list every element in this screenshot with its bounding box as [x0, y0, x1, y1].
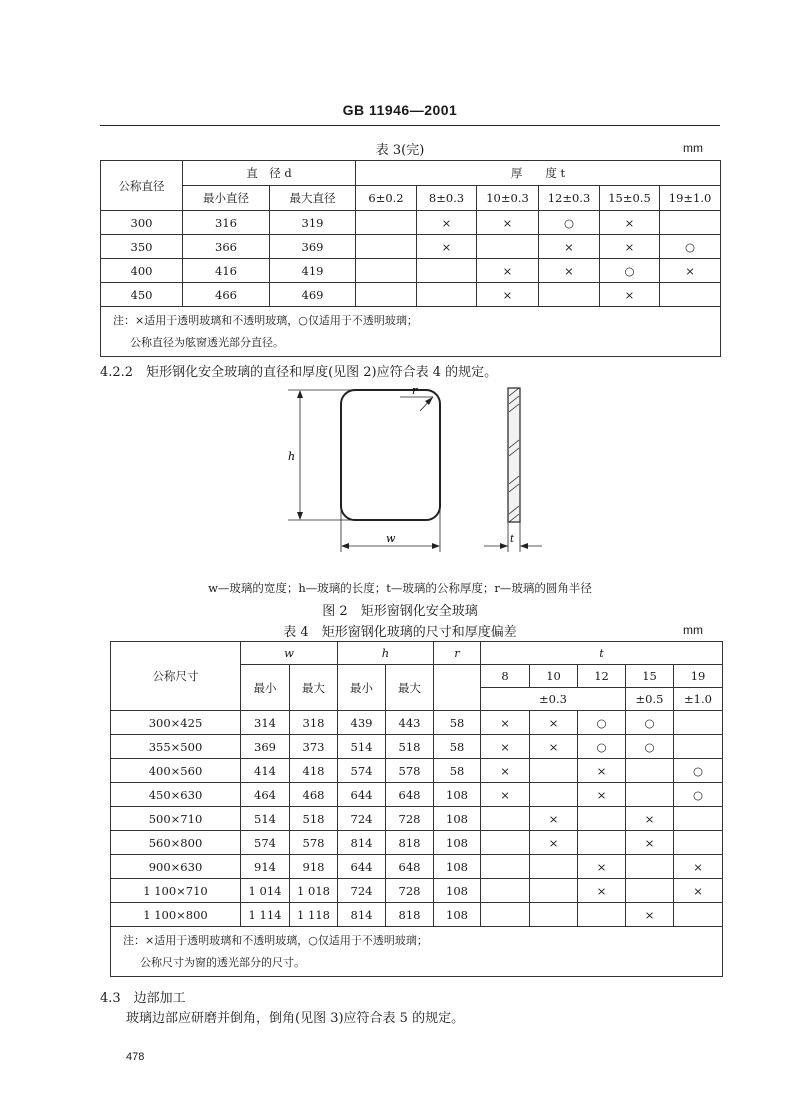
table-cell — [626, 759, 674, 783]
table-cell: 728 — [386, 879, 434, 903]
table-cell: 560×800 — [111, 831, 241, 855]
t4-head-tol-c: ±1.0 — [674, 688, 723, 711]
table-cell: × — [578, 759, 626, 783]
figure2-caption: 图 2 矩形窗钢化安全玻璃 — [322, 604, 478, 619]
table-cell: × — [481, 759, 530, 783]
table-cell: 578 — [290, 831, 338, 855]
table-cell: 316 — [183, 211, 270, 235]
table-cell: × — [578, 783, 626, 807]
table4-unit: mm — [683, 623, 703, 637]
table-row — [101, 283, 721, 307]
t4-head-nominal: 公称尺寸 — [111, 642, 241, 711]
section-4-3-body: 玻璃边部应研磨并倒角，倒角(见图 3)应符合表 5 的规定。 — [126, 1011, 465, 1026]
table-row — [101, 211, 721, 235]
t3-head-nominal: 公称直径 — [101, 161, 183, 211]
table-cell — [481, 879, 530, 903]
t3-head-min: 最小直径 — [183, 186, 270, 211]
table-cell: × — [477, 283, 539, 307]
table-cell — [477, 235, 539, 259]
table-cell — [530, 903, 578, 927]
table-cell: 443 — [386, 711, 434, 735]
table-cell: × — [626, 903, 674, 927]
table-cell: ○ — [578, 735, 626, 759]
table-cell: 724 — [338, 807, 386, 831]
table-cell: × — [539, 259, 600, 283]
table-cell — [356, 283, 417, 307]
table-cell — [674, 807, 723, 831]
table-cell: × — [674, 879, 723, 903]
table-cell — [539, 283, 600, 307]
table-row — [111, 903, 723, 927]
table-cell — [626, 855, 674, 879]
table-cell — [578, 831, 626, 855]
table3-note-line1: 注：×适用于透明玻璃和不透明玻璃，○仅适用于不透明玻璃； — [113, 313, 418, 327]
table-row — [101, 259, 721, 283]
table-cell: × — [481, 735, 530, 759]
table-cell: × — [600, 235, 660, 259]
h-arrow-top — [297, 390, 303, 398]
table-cell: 574 — [241, 831, 290, 855]
table-cell — [481, 807, 530, 831]
table4-note-line1: 注：×适用于透明玻璃和不透明玻璃，○仅适用于不透明玻璃； — [123, 933, 428, 947]
table-cell: 108 — [434, 879, 481, 903]
table-cell — [481, 903, 530, 927]
h-arrow-bottom — [297, 512, 303, 520]
table-cell: 1 014 — [241, 879, 290, 903]
table-cell: ○ — [626, 735, 674, 759]
table-cell: 1 114 — [241, 903, 290, 927]
table-cell — [674, 735, 723, 759]
table-row — [111, 807, 723, 831]
table-cell: 300×425 — [111, 711, 241, 735]
table-cell: 578 — [386, 759, 434, 783]
table-cell: 366 — [183, 235, 270, 259]
table-cell: 574 — [338, 759, 386, 783]
table-cell — [356, 235, 417, 259]
table-cell: ○ — [660, 235, 721, 259]
table3-caption: 表 3(完) — [375, 143, 425, 158]
table-cell — [530, 783, 578, 807]
table-cell: ○ — [578, 711, 626, 735]
t4-head-r: r — [434, 642, 481, 665]
t4-head-h: h — [338, 642, 434, 665]
table-cell: 514 — [338, 735, 386, 759]
header-rule — [100, 125, 720, 126]
table-cell: 418 — [290, 759, 338, 783]
table-cell: 514 — [241, 807, 290, 831]
table-row — [111, 735, 723, 759]
section-4-2-2: 4.2.2 矩形钢化安全玻璃的直径和厚度(见图 2)应符合表 4 的规定。 — [100, 365, 498, 380]
table-cell: 439 — [338, 711, 386, 735]
t3-head-tol: 19±1.0 — [660, 186, 721, 211]
table-cell: 108 — [434, 855, 481, 879]
table-cell: 373 — [290, 735, 338, 759]
table-cell: × — [530, 735, 578, 759]
table-cell: 914 — [241, 855, 290, 879]
table-cell — [481, 831, 530, 855]
table-cell: 518 — [386, 735, 434, 759]
table-cell — [530, 759, 578, 783]
table-cell: 814 — [338, 903, 386, 927]
table-cell: 414 — [241, 759, 290, 783]
table-cell — [674, 903, 723, 927]
table-cell: ○ — [674, 759, 723, 783]
table-cell: 1 100×710 — [111, 879, 241, 903]
table-cell: 818 — [386, 831, 434, 855]
h-label: h — [288, 450, 296, 463]
table-cell: ○ — [626, 711, 674, 735]
table-cell: 500×710 — [111, 807, 241, 831]
t4-head-t-col: 15 — [626, 665, 674, 688]
table-cell: ○ — [600, 259, 660, 283]
table4-note — [111, 927, 723, 977]
t-label: t — [510, 534, 515, 545]
table-cell: 58 — [434, 759, 481, 783]
t3-head-tol: 12±0.3 — [539, 186, 600, 211]
table-cell: × — [477, 211, 539, 235]
table-cell: × — [417, 235, 477, 259]
table-cell: 300 — [101, 211, 183, 235]
table-cell: 108 — [434, 783, 481, 807]
glass-front-outline — [341, 390, 440, 520]
t4-head-tol-a: ±0.3 — [481, 688, 626, 711]
table-row — [111, 879, 723, 903]
w-arrow-left — [341, 543, 349, 549]
table-cell: × — [481, 711, 530, 735]
t3-head-tol: 10±0.3 — [477, 186, 539, 211]
t4-head-t-col: 19 — [674, 665, 723, 688]
table-cell — [660, 211, 721, 235]
table4 — [110, 641, 723, 977]
table-cell: × — [539, 235, 600, 259]
table-cell: ○ — [674, 783, 723, 807]
table-cell: 469 — [270, 283, 356, 307]
table-cell: × — [481, 783, 530, 807]
table-cell — [660, 283, 721, 307]
t4-head-w-min: 最小 — [241, 665, 290, 711]
table-cell — [530, 879, 578, 903]
table-cell: × — [600, 283, 660, 307]
table3-unit: mm — [683, 141, 703, 155]
t3-head-max: 最大直径 — [270, 186, 356, 211]
table-cell: 900×630 — [111, 855, 241, 879]
table-cell: 464 — [241, 783, 290, 807]
table-cell: 728 — [386, 807, 434, 831]
table-cell — [356, 211, 417, 235]
t3-head-thickness: 厚 度 t — [356, 161, 721, 186]
table-cell: × — [660, 259, 721, 283]
t4-head-h-max: 最大 — [386, 665, 434, 711]
standard-code: GB 11946—2001 — [342, 102, 458, 118]
table3-note-line2: 公称直径为舷窗透光部分直径。 — [130, 335, 284, 349]
table-cell: 400 — [101, 259, 183, 283]
t4-head-t-col: 8 — [481, 665, 530, 688]
table-row — [111, 711, 723, 735]
table-cell: 369 — [241, 735, 290, 759]
table-cell: 644 — [338, 783, 386, 807]
table-cell: × — [530, 807, 578, 831]
table-cell: 644 — [338, 855, 386, 879]
table-cell: 369 — [270, 235, 356, 259]
table-cell: 648 — [386, 855, 434, 879]
figure2-legend: w—玻璃的宽度；h—玻璃的长度；t—玻璃的公称厚度；r—玻璃的圆角半径 — [208, 581, 592, 595]
table-cell: × — [600, 211, 660, 235]
table-cell — [530, 855, 578, 879]
table-cell: × — [477, 259, 539, 283]
table3 — [100, 160, 721, 357]
table-cell: 1 100×800 — [111, 903, 241, 927]
t3-head-tol: 6±0.2 — [356, 186, 417, 211]
table-cell — [626, 783, 674, 807]
w-arrow-right — [432, 543, 440, 549]
t3-head-tol: 8±0.3 — [417, 186, 477, 211]
table-cell: × — [530, 711, 578, 735]
t4-head-t: t — [481, 642, 723, 665]
table3-note — [101, 307, 721, 357]
table-cell — [578, 807, 626, 831]
table-cell: 108 — [434, 807, 481, 831]
section-4-3-title: 4.3 边部加工 — [100, 991, 186, 1006]
page-number: 478 — [126, 1051, 145, 1063]
table-cell: 814 — [338, 831, 386, 855]
table-cell: 818 — [386, 903, 434, 927]
table-cell: 724 — [338, 879, 386, 903]
t4-head-r-blank — [434, 665, 481, 711]
table-cell: ○ — [539, 211, 600, 235]
table-cell: 466 — [183, 283, 270, 307]
table-cell: 400×560 — [111, 759, 241, 783]
table-cell: 58 — [434, 735, 481, 759]
t-arrow-left — [500, 543, 508, 549]
table-cell — [417, 283, 477, 307]
table-row — [111, 783, 723, 807]
figure2-drawing — [270, 380, 560, 555]
t4-head-t-col: 10 — [530, 665, 578, 688]
table-cell — [578, 903, 626, 927]
table-cell: × — [578, 855, 626, 879]
table-cell: 450×630 — [111, 783, 241, 807]
t4-head-w-max: 最大 — [290, 665, 338, 711]
t4-head-t-col: 12 — [578, 665, 626, 688]
table-cell: 108 — [434, 903, 481, 927]
table-cell: × — [530, 831, 578, 855]
table-cell — [356, 259, 417, 283]
t4-head-tol-b: ±0.5 — [626, 688, 674, 711]
r-label: r — [412, 384, 418, 397]
table-cell: 918 — [290, 855, 338, 879]
table-cell: 1 018 — [290, 879, 338, 903]
table-cell: 58 — [434, 711, 481, 735]
table-row — [101, 235, 721, 259]
table-cell: 319 — [270, 211, 356, 235]
table-cell: 314 — [241, 711, 290, 735]
table-cell: 1 118 — [290, 903, 338, 927]
table-cell: 450 — [101, 283, 183, 307]
t3-head-tol: 15±0.5 — [600, 186, 660, 211]
table-row — [111, 855, 723, 879]
t3-head-diameter: 直 径 d — [183, 161, 356, 186]
table-cell: × — [674, 855, 723, 879]
table-cell: 416 — [183, 259, 270, 283]
table-cell — [674, 711, 723, 735]
table4-caption: 表 4 矩形窗钢化玻璃的尺寸和厚度偏差 — [283, 625, 517, 640]
table-cell: 108 — [434, 831, 481, 855]
table-row — [111, 759, 723, 783]
table-cell: × — [578, 879, 626, 903]
table-row — [111, 831, 723, 855]
t-arrow-right — [520, 543, 528, 549]
table-cell — [674, 831, 723, 855]
table-cell: 318 — [290, 711, 338, 735]
t4-head-w: w — [241, 642, 338, 665]
table-cell: 355×500 — [111, 735, 241, 759]
table-cell: × — [626, 831, 674, 855]
w-label: w — [386, 532, 396, 545]
table-cell — [481, 855, 530, 879]
table-cell: 350 — [101, 235, 183, 259]
table-cell: × — [626, 807, 674, 831]
table-cell: × — [417, 211, 477, 235]
t4-head-h-min: 最小 — [338, 665, 386, 711]
table-cell: 468 — [290, 783, 338, 807]
table-cell — [417, 259, 477, 283]
table4-note-line2: 公称尺寸为窗的透光部分的尺寸。 — [140, 955, 305, 969]
table-cell: 518 — [290, 807, 338, 831]
table-cell: 419 — [270, 259, 356, 283]
table-cell: 648 — [386, 783, 434, 807]
table-cell — [626, 879, 674, 903]
